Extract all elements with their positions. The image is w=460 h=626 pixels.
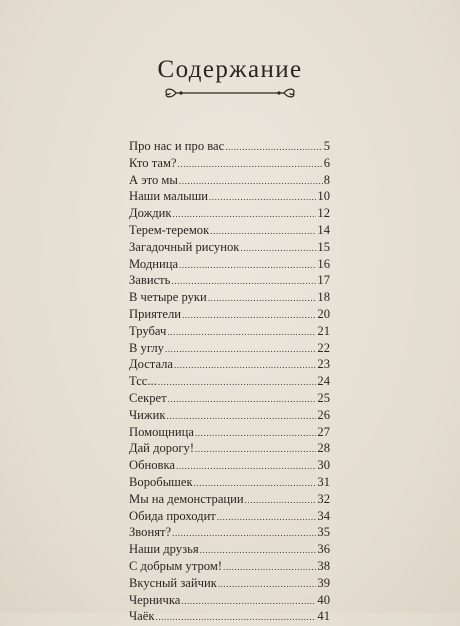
toc-entry-page: 38 — [317, 558, 330, 573]
dot-leader — [179, 173, 323, 190]
toc-entry-title: Вкусный зайчик — [129, 575, 217, 590]
dot-leader — [195, 441, 316, 458]
dot-leader — [182, 307, 316, 324]
dot-leader — [165, 341, 316, 358]
toc-entry-title: В углу — [129, 340, 164, 355]
toc-entry-title: Наши малыши — [129, 189, 209, 204]
toc-entry-page: 15 — [317, 239, 330, 254]
toc-entry-page: 22 — [317, 340, 330, 355]
dot-leader — [155, 609, 316, 626]
toc-entry-title: С добрым утром! — [129, 558, 223, 573]
toc-entry — [129, 356, 330, 373]
toc-entry — [129, 424, 330, 441]
toc-entry-page: 10 — [317, 189, 330, 204]
toc-entry — [129, 474, 330, 491]
toc-entry — [129, 289, 330, 306]
dot-leader — [178, 156, 323, 173]
table-of-contents — [129, 138, 330, 625]
toc-entry — [129, 340, 330, 357]
dot-leader — [174, 357, 316, 374]
toc-entry-page: 28 — [317, 441, 330, 456]
toc-entry-title: Тсс... — [129, 374, 157, 389]
dot-leader — [240, 240, 316, 257]
dot-leader — [194, 475, 317, 492]
toc-entry-page: 5 — [323, 139, 330, 153]
toc-entry-page: 31 — [317, 474, 330, 489]
toc-entry-title: Обновка — [129, 458, 176, 473]
toc-entry-title: Звонят? — [129, 525, 172, 540]
toc-entry-title: Наши друзья — [129, 542, 199, 557]
toc-entry-title: Зависть — [129, 273, 171, 288]
dot-leader — [168, 391, 317, 408]
toc-entry — [129, 256, 330, 273]
dot-leader — [181, 593, 316, 610]
dot-leader — [209, 189, 316, 206]
toc-entry-page: 40 — [317, 592, 330, 607]
toc-entry-title: Достала — [129, 357, 174, 372]
toc-entry — [129, 558, 330, 575]
toc-entry — [129, 457, 330, 474]
toc-entry-page: 23 — [317, 357, 330, 372]
toc-entry — [129, 155, 330, 172]
toc-entry — [129, 172, 330, 189]
toc-entry — [129, 138, 330, 155]
toc-entry-page: 30 — [317, 458, 330, 473]
toc-entry — [129, 239, 330, 256]
toc-entry-page: 35 — [317, 525, 330, 540]
toc-entry-title: Трубач — [129, 323, 167, 338]
dot-leader — [172, 525, 316, 542]
toc-entry-title: Чижик — [129, 407, 166, 422]
toc-entry-title: Чаёк — [129, 609, 155, 624]
dot-leader — [166, 408, 316, 425]
toc-entry-title: В четыре руки — [129, 290, 207, 305]
toc-entry-page: 16 — [317, 256, 330, 271]
toc-entry — [129, 491, 330, 508]
dot-leader — [179, 257, 316, 274]
toc-entry-page: 14 — [317, 222, 330, 237]
toc-entry — [129, 575, 330, 592]
toc-entry-page: 8 — [323, 172, 330, 187]
toc-entry-page: 34 — [317, 508, 330, 523]
dot-leader — [223, 559, 316, 576]
dot-leader — [158, 374, 317, 391]
scroll-ornament-icon — [163, 86, 297, 100]
dot-leader — [208, 290, 317, 307]
toc-entry — [129, 407, 330, 424]
dot-leader — [218, 576, 317, 593]
dot-leader — [200, 542, 317, 559]
toc-entry-page: 27 — [317, 424, 330, 439]
page-title: Содержание — [157, 56, 303, 83]
toc-entry-page: 36 — [317, 542, 330, 557]
toc-entry-page: 20 — [317, 306, 330, 321]
toc-entry-page: 12 — [317, 206, 330, 221]
toc-entry-title: Приятели — [129, 306, 182, 321]
toc-entry — [129, 608, 330, 625]
toc-entry-title: Дождик — [129, 206, 172, 221]
toc-entry-title: Про нас и про вас — [129, 139, 225, 153]
toc-entry-title: Терем-теремок — [129, 222, 210, 237]
toc-entry — [129, 508, 330, 525]
toc-entry-title: Помощница — [129, 424, 194, 439]
toc-entry-page: 21 — [317, 323, 330, 338]
toc-entry-title: Воробышек — [129, 474, 193, 489]
toc-entry — [129, 440, 330, 457]
toc-entry — [129, 524, 330, 541]
toc-entry-title: Загадочный рисунок — [129, 239, 240, 254]
dot-leader — [225, 139, 322, 156]
toc-entry — [129, 323, 330, 340]
toc-entry-page: 32 — [317, 491, 330, 506]
dot-leader — [195, 425, 316, 442]
toc-entry — [129, 592, 330, 609]
toc-entry-page: 25 — [317, 390, 330, 405]
toc-entry — [129, 373, 330, 390]
dot-leader — [210, 223, 316, 240]
toc-entry-page: 17 — [317, 273, 330, 288]
toc-entry — [129, 272, 330, 289]
toc-entry-title: Модница — [129, 256, 179, 271]
toc-entry-page: 39 — [317, 575, 330, 590]
dot-leader — [173, 206, 317, 223]
toc-entry-title: Мы на демонстрации — [129, 491, 244, 506]
toc-entry-page: 18 — [317, 290, 330, 305]
dot-leader — [245, 492, 317, 509]
toc-entry-page: 41 — [317, 609, 330, 624]
toc-entry — [129, 205, 330, 222]
dot-leader — [167, 324, 316, 341]
dot-leader — [217, 509, 317, 526]
dot-leader — [176, 458, 316, 475]
toc-entry — [129, 222, 330, 239]
toc-entry-title: А это мы — [129, 172, 178, 187]
toc-entry-title: Секрет — [129, 390, 167, 405]
dot-leader — [171, 273, 316, 290]
toc-entry-title: Обида проходит — [129, 508, 216, 523]
toc-entry — [129, 390, 330, 407]
toc-entry — [129, 306, 330, 323]
toc-entry-title: Черничка — [129, 592, 181, 607]
toc-entry-title: Кто там? — [129, 155, 177, 170]
toc-entry — [129, 188, 330, 205]
toc-entry-page: 26 — [317, 407, 330, 422]
toc-entry — [129, 541, 330, 558]
toc-entry-page: 24 — [317, 374, 330, 389]
toc-entry-title: Дай дорогу! — [129, 441, 195, 456]
toc-entry-page: 6 — [323, 155, 330, 170]
